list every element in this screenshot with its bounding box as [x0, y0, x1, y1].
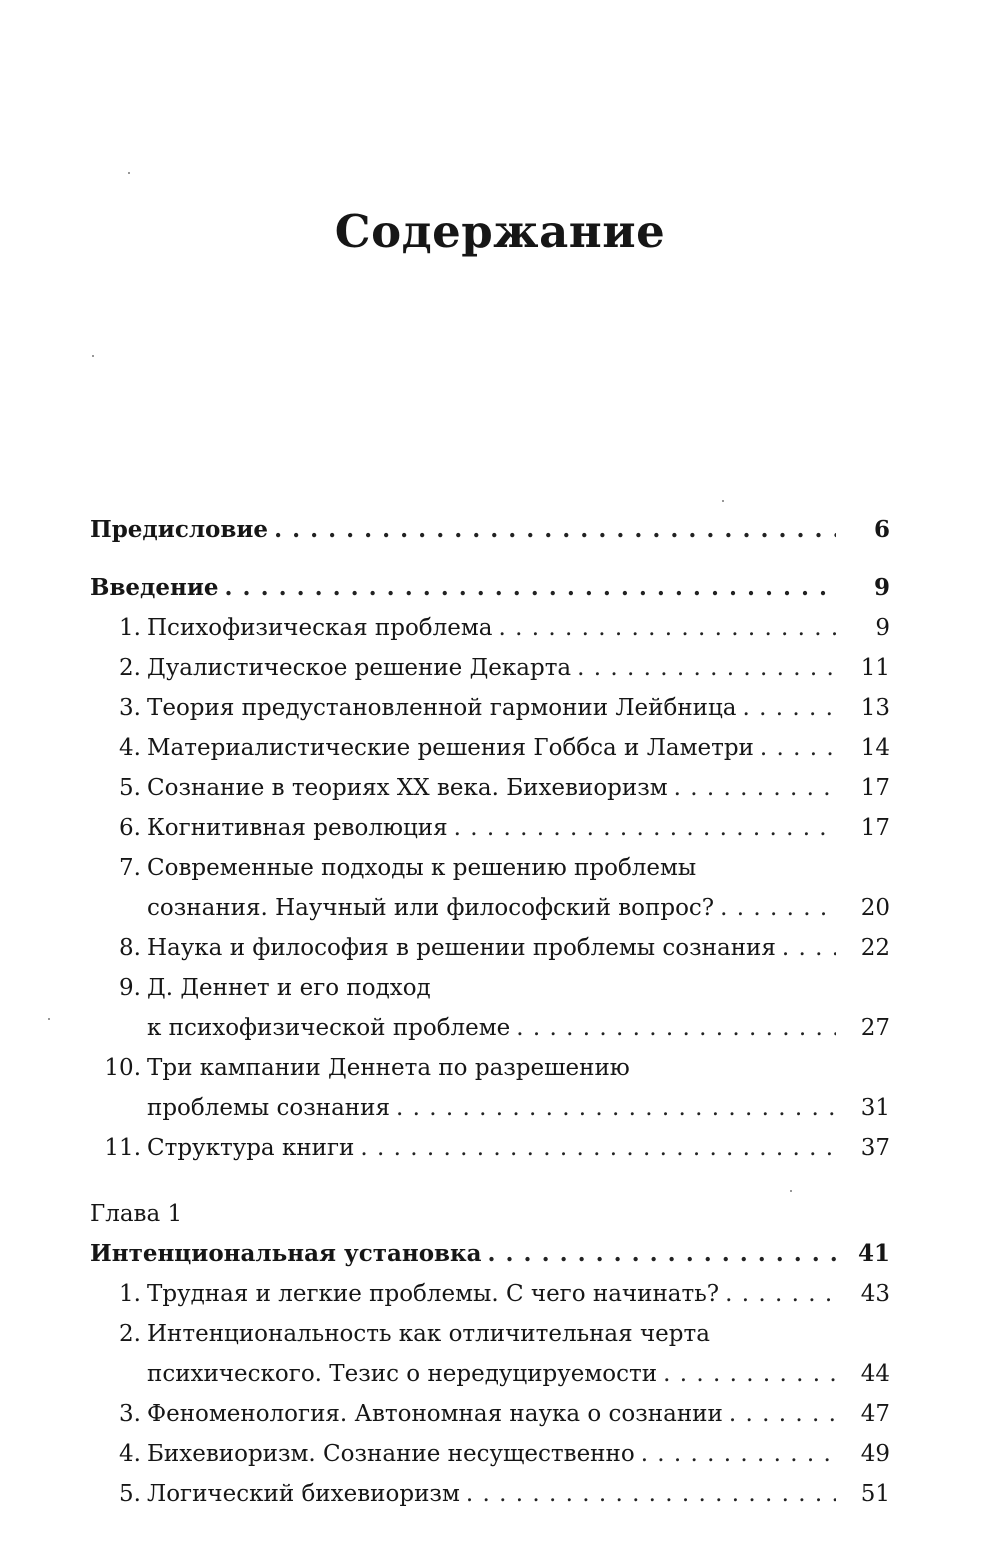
toc-item-number: 6.: [119, 815, 141, 841]
toc-page-number: 17: [860, 815, 890, 841]
toc-item-number: 4.: [119, 1441, 141, 1467]
toc-page-number: 6: [873, 516, 890, 543]
toc-item-number: 2.: [119, 1321, 141, 1347]
toc-entry-chapter-1[interactable]: [90, 1234, 890, 1274]
toc-page-number: 11: [860, 655, 890, 681]
print-speck: [722, 500, 724, 502]
dot-leader: [577, 648, 836, 688]
toc-page-number: 14: [860, 735, 890, 761]
toc-item-label-line1: Д. Деннет и его подход: [147, 975, 431, 1001]
dot-leader: [516, 1008, 836, 1048]
toc-item[interactable]: [90, 1128, 890, 1168]
dot-leader: [641, 1434, 836, 1474]
toc-page-number: 17: [860, 775, 890, 801]
toc-page-number: 37: [860, 1135, 890, 1161]
toc-item-label: Когнитивная революция: [147, 815, 448, 841]
toc-item-label: Материалистические решения Гоббса и Ламетри: [147, 735, 754, 761]
toc-item-label: Дуалистическое решение Декарта: [147, 655, 572, 681]
dot-leader: [488, 1234, 836, 1274]
toc-item-label: сознания. Научный или философский вопрос?: [147, 895, 715, 921]
toc-item[interactable]: [90, 728, 890, 768]
toc-item-number: 1.: [119, 1281, 141, 1307]
dot-leader: [454, 808, 836, 848]
toc-page-number: 43: [860, 1281, 890, 1307]
toc-item-number: 9.: [119, 975, 141, 1001]
toc-item-label: Логический бихевиоризм: [147, 1481, 460, 1507]
dot-leader: [760, 728, 836, 768]
dot-leader: [674, 768, 836, 808]
table-of-contents: [90, 510, 890, 1514]
toc-item-number: 3.: [119, 695, 141, 721]
toc-item-number: 1.: [119, 615, 141, 641]
dot-leader: [466, 1474, 836, 1514]
toc-item-number: 10.: [104, 1055, 141, 1081]
toc-item-label-line1: Три кампании Деннета по разрешению: [147, 1055, 630, 1081]
print-speck: [128, 172, 130, 174]
toc-page-number: 22: [860, 935, 890, 961]
toc-item-label: Структура книги: [147, 1135, 355, 1161]
dot-leader: [725, 1274, 836, 1314]
toc-item[interactable]: [90, 1274, 890, 1314]
toc-entry-label: Введение: [90, 574, 219, 601]
toc-item-label: Сознание в теориях XX века. Бихевиоризм: [147, 775, 668, 801]
toc-entry-preface[interactable]: [90, 510, 890, 550]
toc-page-number: 13: [860, 695, 890, 721]
dot-leader: [663, 1354, 836, 1394]
toc-page-number: 20: [860, 895, 890, 921]
dot-leader: [360, 1128, 836, 1168]
toc-item-multiline[interactable]: [90, 1048, 890, 1128]
toc-entry-label: Предисловие: [90, 516, 269, 543]
toc-item[interactable]: [90, 688, 890, 728]
toc-item-label: к психофизической проблеме: [147, 1015, 511, 1041]
page-title: Содержание: [334, 205, 666, 258]
toc-item-label: Психофизическая проблема: [147, 615, 493, 641]
toc-item-number: 2.: [119, 655, 141, 681]
dot-leader: [274, 510, 836, 550]
dot-leader: [782, 928, 836, 968]
dot-leader: [396, 1088, 836, 1128]
toc-page-number: 27: [860, 1015, 890, 1041]
toc-entry-intro[interactable]: [90, 568, 890, 608]
toc-item-number: 5.: [119, 775, 141, 801]
toc-item-label-line1: Интенциональность как отличительная черта: [147, 1321, 710, 1347]
toc-item-label: Бихевиоризм. Сознание несущественно: [147, 1441, 635, 1467]
toc-item-number: 5.: [119, 1481, 141, 1507]
dot-leader: [729, 1394, 836, 1434]
toc-item[interactable]: [90, 1394, 890, 1434]
toc-entry-label: Интенциональная установка: [90, 1240, 482, 1267]
toc-page-number: 44: [860, 1361, 890, 1387]
dot-leader: [498, 608, 836, 648]
toc-item-multiline[interactable]: [90, 968, 890, 1048]
toc-item-label: проблемы сознания: [147, 1095, 390, 1121]
toc-page-number: 49: [860, 1441, 890, 1467]
print-speck: [48, 1018, 50, 1020]
toc-item-number: 7.: [119, 855, 141, 881]
toc-item-multiline[interactable]: [90, 848, 890, 928]
toc-page-number: 31: [860, 1095, 890, 1121]
toc-item[interactable]: [90, 1474, 890, 1514]
toc-item[interactable]: [90, 608, 890, 648]
toc-item-label: Феноменология. Автономная наука о сознании: [147, 1401, 723, 1427]
print-speck: [92, 355, 94, 357]
toc-page-number: 41: [857, 1240, 890, 1267]
dot-leader: [225, 568, 836, 608]
chapter-label: Глава 1: [90, 1201, 183, 1227]
toc-item[interactable]: [90, 808, 890, 848]
toc-item-label: Теория предустановленной гармонии Лейбница: [147, 695, 737, 721]
toc-page-number: 51: [860, 1481, 890, 1507]
toc-page-number: 47: [860, 1401, 890, 1427]
toc-item-number: 8.: [119, 935, 141, 961]
toc-item[interactable]: [90, 768, 890, 808]
dot-leader: [720, 888, 836, 928]
toc-item[interactable]: [90, 648, 890, 688]
toc-item-number: 4.: [119, 735, 141, 761]
toc-item-multiline[interactable]: [90, 1314, 890, 1394]
toc-item-label-line1: Современные подходы к решению проблемы: [147, 855, 697, 881]
toc-item[interactable]: [90, 1434, 890, 1474]
toc-item-number: 11.: [104, 1135, 141, 1161]
toc-item-label: Наука и философия в решении проблемы сознания: [147, 935, 776, 961]
toc-item-label: психического. Тезис о нередуцируемости: [147, 1361, 658, 1387]
toc-item-number: 3.: [119, 1401, 141, 1427]
dot-leader: [743, 688, 836, 728]
toc-item-label: Трудная и легкие проблемы. С чего начинать?: [147, 1281, 720, 1307]
toc-item[interactable]: [90, 928, 890, 968]
toc-page-number: 9: [875, 615, 890, 641]
toc-page-number: 9: [873, 574, 890, 601]
